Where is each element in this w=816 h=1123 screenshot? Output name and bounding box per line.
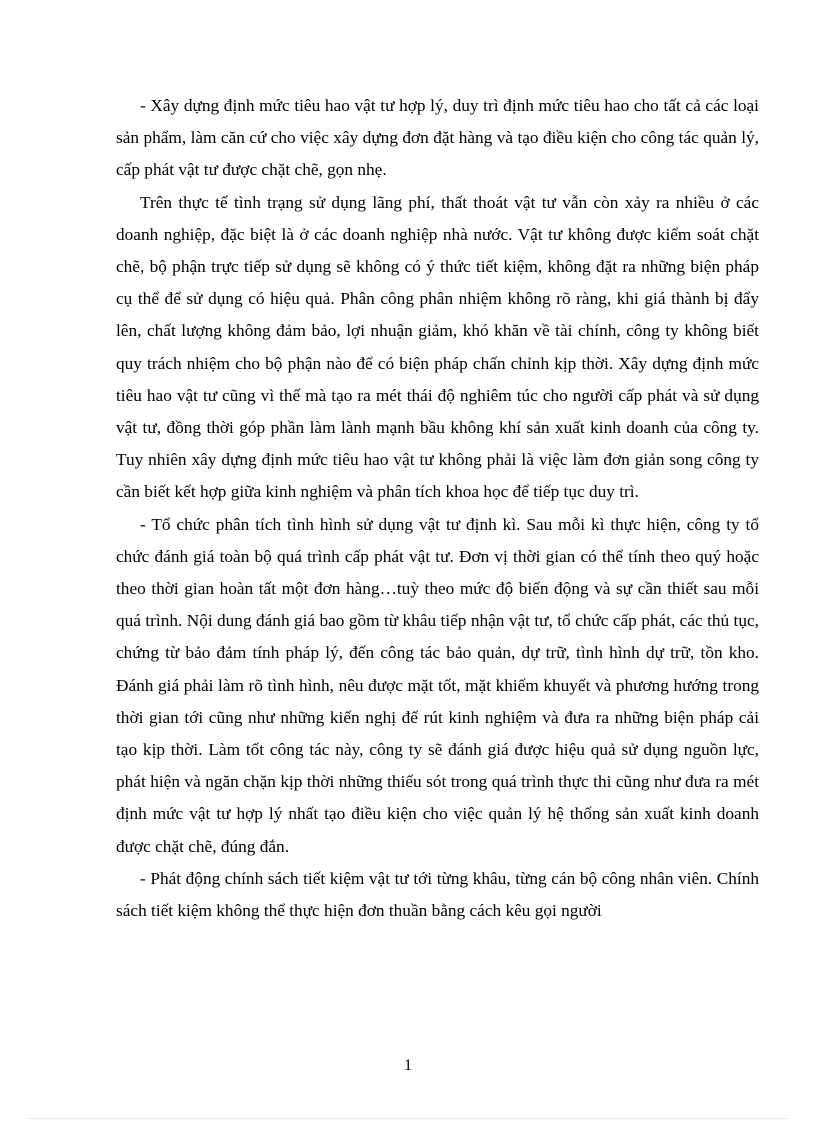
paragraph-waste-situation: Trên thực tế tình trạng sử dụng lãng phí, thất thoát vật tư vẫn còn xảy ra nhiều ở các doanh nghiệp, đặc biệt là ở các doanh nghiệp nhà nước. Vật tư không được kiểm soát chặt chẽ, bộ phận trực tiếp sử dụng sẽ không có ý thức tiết kiệm, không đặt ra những biện pháp cụ thể để sử dụng có hiệu quả. Phân công phân nhiệm không rõ ràng, khi giá thành bị đẩy lên, chất lượng không đảm bảo, lợi nhuận giảm, khó khăn về tài chính, công ty không biết quy trách nhiệm cho bộ phận nào để có biện pháp chấn chỉnh kịp thời. Xây dựng định mức tiêu hao vật tư cũng vì thế mà tạo ra mét thái độ nghiêm túc cho người cấp phát và sử dụng vật tư, đồng thời góp phần làm lành mạnh bầu không khí sản xuất kinh doanh của công ty. Tuy nhiên xây dựng định mức tiêu hao vật tư không phải là việc làm đơn giản song công ty cần biết kết hợp giữa kinh nghiệm và phân tích khoa học để tiếp tục duy trì. <box>116 192 759 502</box>
page-number: 1 <box>404 1057 412 1074</box>
paragraph-norms: - Xây dựng định mức tiêu hao vật tư hợp lý, duy trì định mức tiêu hao cho tất cả các loại sản phẩm, làm căn cứ cho việc xây dựng đơn đặt hàng và tạo điều kiện cho công tác quản lý, cấp phát vật tư được chặt chẽ, gọn nhẹ. <box>116 96 759 180</box>
document-body <box>116 90 759 927</box>
page-bottom-divider <box>28 1118 788 1119</box>
paragraph-periodic-analysis: - Tổ chức phân tích tình hình sử dụng vật tư định kì. Sau mỗi kì thực hiện, công ty tổ chức đánh giá toàn bộ quá trình cấp phát vật tư. Đơn vị thời gian có thể tính theo quý hoặc theo thời gian hoàn tất một đơn hàng…tuỳ theo mức độ biến động và sự cần thiết sau mỗi quá trình. Nội dung đánh giá bao gồm từ khâu tiếp nhận vật tư, tổ chức cấp phát, các thủ tục, chứng từ bảo đảm tính pháp lý, đến công tác bảo quản, dự trữ, tình hình dự trữ, tồn kho. Đánh giá phải làm rõ tình hình, nêu được mặt tốt, mặt khiếm khuyết và phương hướng trong thời gian tới cũng như những kiến nghị để rút kinh nghiệm và đưa ra những biện pháp cải tạo kịp thời. Làm tốt công tác này, công ty sẽ đánh giá được hiệu quả sử dụng nguồn lực, phát hiện và ngăn chặn kịp thời những thiếu sót trong quá trình thực thi cũng như đưa ra mét định mức vật tư hợp lý nhất tạo điều kiện cho việc quản lý hệ thống sản xuất kinh doanh được chặt chẽ, đúng đắn. <box>116 514 759 856</box>
paragraph-saving-policy: - Phát động chính sách tiết kiệm vật tư tới từng khâu, từng cán bộ công nhân viên. Chính sách tiết kiệm không thể thực hiện đơn thuần bằng cách kêu gọi người <box>116 868 759 921</box>
